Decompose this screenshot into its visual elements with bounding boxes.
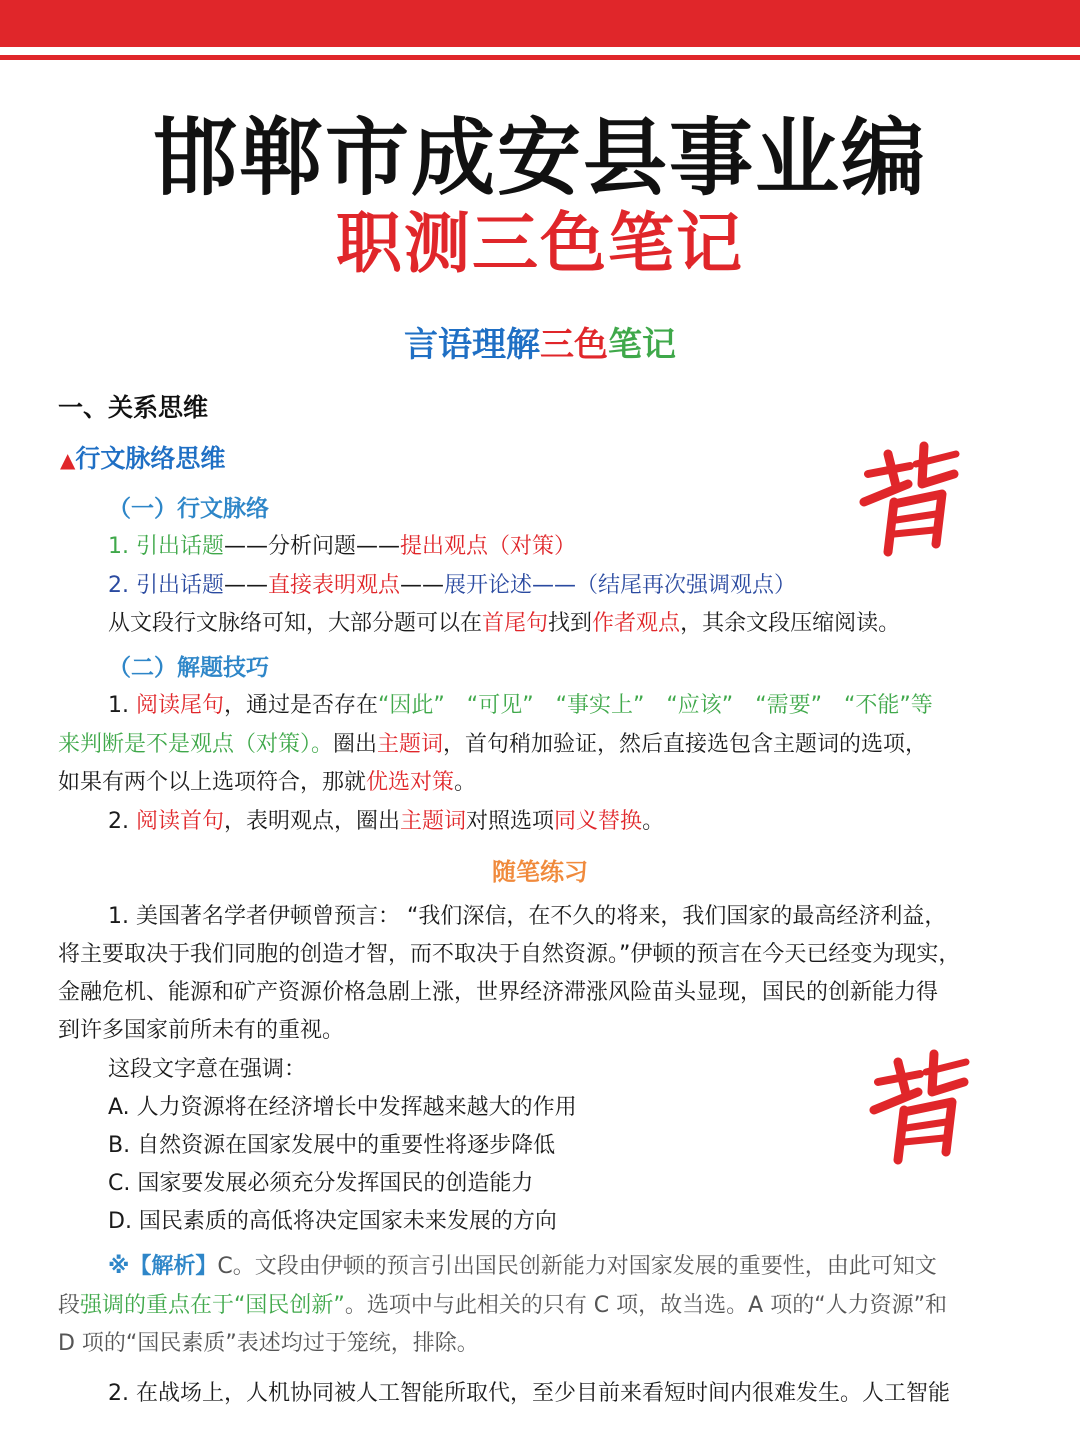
triangle-icon: ▲ — [60, 448, 76, 472]
technique-p2: 2. 阅读首句，表明观点，圈出主题词对照选项同义替换。 — [108, 809, 665, 834]
q1-question: 这段文字意在强调： — [108, 1057, 307, 1082]
q1-line2: 将主要取决于我们同胞的创造才智，而不取决于自然资源。”伊顿的预言在今天已经变为现实， — [58, 942, 961, 967]
analysis-line3: D 项的“国民素质”表述均过于笼统，排除。 — [58, 1331, 479, 1356]
context-line-3: 从文段行文脉络可知，大部分题可以在首尾句找到作者观点，其余文段压缩阅读。 — [108, 611, 901, 636]
q1-option-b: B. 自然资源在国家发展中的重要性将逐步降低 — [108, 1133, 556, 1158]
section-title-part3: 笔记 — [608, 325, 676, 365]
subheading-technique: （二）解题技巧 — [108, 655, 269, 681]
context-line-2: 2. 引出话题——直接表明观点——展开论述——（结尾再次强调观点） — [108, 573, 797, 598]
heading-relation-thinking: 一、关系思维 — [58, 393, 209, 422]
analysis-line2: 段强调的重点在于“国民创新”。选项中与此相关的只有 C 项，故当选。A 项的“人力资源”和 — [58, 1293, 947, 1318]
page-subtitle: 职测三色笔记 — [336, 204, 744, 282]
section-title — [0, 322, 1080, 368]
technique-p1-line3: 如果有两个以上选项符合，那就优选对策。 — [58, 770, 477, 795]
q1-option-c: C. 国家要发展必须充分发挥国民的创造能力 — [108, 1171, 534, 1196]
memorize-stamp-icon — [858, 440, 968, 560]
q1-option-a: A. 人力资源将在经济增长中发挥越来越大的作用 — [108, 1095, 577, 1120]
section-title-part1: 言语理解 — [404, 325, 540, 365]
page-title: 邯郸市成安县事业编 — [152, 108, 927, 207]
top-banner-bar — [0, 0, 1080, 47]
practice-title: 随笔练习 — [492, 858, 588, 886]
subheading-context: （一）行文脉络 — [108, 496, 269, 522]
section-title-part2: 三色 — [540, 325, 608, 365]
context-line-1: 1. 引出话题——分析问题——提出观点（对策） — [108, 534, 577, 559]
heading-context-text: 行文脉络思维 — [75, 444, 226, 473]
top-divider-line — [0, 55, 1080, 60]
memorize-stamp-icon-2 — [868, 1048, 978, 1168]
q1-option-d: D. 国民素质的高低将决定国家未来发展的方向 — [108, 1209, 557, 1234]
technique-p1-line2: 来判断是不是观点（对策）。圈出主题词，首句稍加验证，然后直接选包含主题词的选项， — [58, 732, 928, 757]
q1-line4: 到许多国家前所未有的重视。 — [58, 1018, 345, 1043]
analysis-line1: ※【解析】C。文段由伊顿的预言引出国民创新能力对国家发展的重要性，由此可知文 — [108, 1254, 937, 1279]
q1-line3: 金融危机、能源和矿产资源价格急剧上涨，世界经济滞涨风险苗头显现，国民的创新能力得 — [58, 980, 939, 1005]
q2-line1: 2. 在战场上，人机协同被人工智能所取代，至少目前来看短时间内很难发生。人工智能 — [108, 1381, 950, 1406]
analysis-label: ※【解析】 — [108, 1254, 218, 1279]
q1-line1: 1. 美国著名学者伊顿曾预言： “我们深信，在不久的将来，我们国家的最高经济利益， — [108, 904, 947, 929]
heading-context-thinking — [60, 443, 225, 476]
technique-p1-line1: 1. 阅读尾句，通过是否存在“因此” “可见” “事实上” “应该” “需要” “不能”等 — [108, 693, 933, 718]
